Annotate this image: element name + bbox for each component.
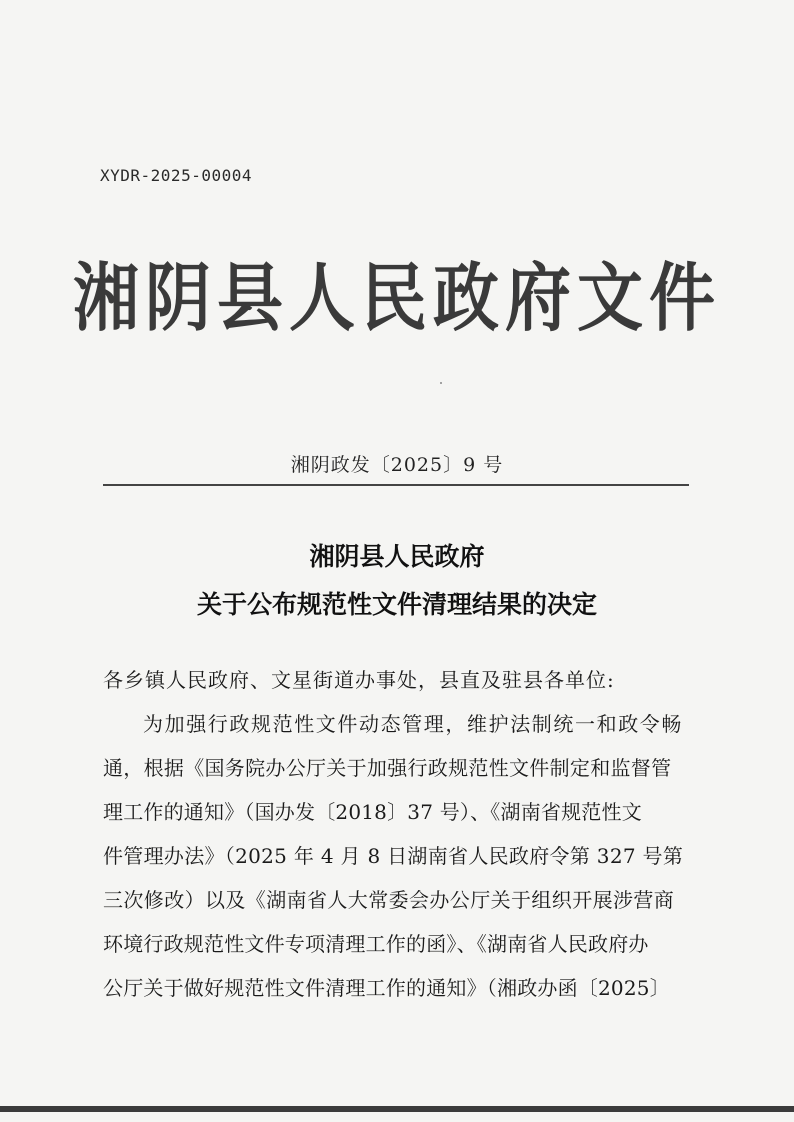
issuer-header-title: 湘阴县人民政府文件 xyxy=(73,255,721,342)
body-text-line: 公厅关于做好规范性文件清理工作的通知》（湘政办函〔2025〕 xyxy=(103,976,670,1000)
issue-number: 湘阴政发〔2025〕9 号 xyxy=(290,454,504,476)
salutation: 各乡镇人民政府、文星街道办事处，县直及驻县各单位: xyxy=(103,668,615,692)
body-text-line: 三次修改）以及《湖南省人大常委会办公厅关于组织开展涉营商 xyxy=(103,888,675,912)
document-title-line-1: 湘阴县人民政府 xyxy=(309,542,485,571)
scan-speck xyxy=(440,382,442,384)
document-title-line-2: 关于公布规范性文件清理结果的决定 xyxy=(196,590,597,619)
body-text-line: 通，根据《国务院办公厅关于加强行政规范性文件制定和监督管 xyxy=(103,756,672,780)
body-text-line: 件管理办法》（2025 年 4 月 8 日湖南省人民政府令第 327 号第 xyxy=(103,844,684,868)
header-divider xyxy=(103,484,689,486)
body-text-line: 环境行政规范性文件专项清理工作的函》、《湖南省人民政府办 xyxy=(103,932,649,956)
document-code: XYDR-2025-00004 xyxy=(100,166,252,185)
body-text-line: 理工作的通知》（国办发〔2018〕37 号）、《湖南省规范性文 xyxy=(103,800,642,824)
body-text-line: 为加强行政规范性文件动态管理，维护法制统一和政令畅 xyxy=(143,712,683,736)
page-bottom-edge xyxy=(0,1106,794,1112)
